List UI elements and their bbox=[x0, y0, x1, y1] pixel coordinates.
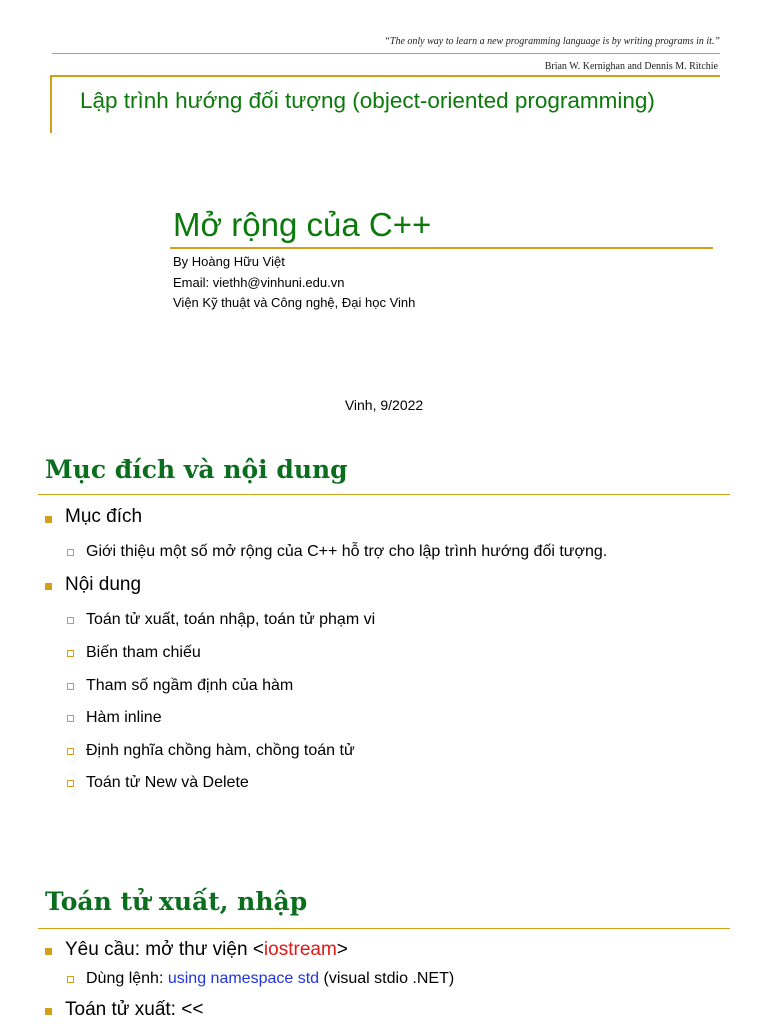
sub-bullet-square-icon bbox=[67, 683, 74, 690]
slide2-heading-underline bbox=[38, 494, 730, 495]
content-item: Tham số ngầm định của hàm bbox=[86, 677, 294, 694]
bullet-square-icon bbox=[45, 948, 52, 955]
library-name: iostream bbox=[263, 939, 337, 960]
author-line: By Hoàng Hữu Việt bbox=[173, 254, 285, 269]
slide3-heading: Toán tử xuất, nhập bbox=[45, 887, 308, 916]
sub-bullet-square-icon bbox=[67, 617, 74, 624]
sub-bullet-square-icon bbox=[67, 976, 74, 983]
content-item: Toán tử New và Delete bbox=[86, 774, 249, 791]
sub-bullet-square-icon bbox=[67, 748, 74, 755]
lecture-title-underline bbox=[170, 247, 713, 249]
slide2-heading: Mục đích và nội dung bbox=[45, 455, 348, 484]
place-date: Vinh, 9/2022 bbox=[344, 397, 424, 413]
content-item: Định nghĩa chồng hàm, chồng toán tử bbox=[86, 742, 355, 759]
content-item: Toán tử xuất, toán nhập, toán tử phạm vi bbox=[86, 611, 376, 628]
requirement-prefix: Yêu cầu: mở thư viện < bbox=[65, 939, 264, 960]
epigraph-author: Brian W. Kernighan and Dennis M. Ritchie bbox=[544, 61, 718, 72]
command-suffix: (visual stdio .NET) bbox=[319, 970, 455, 987]
purpose-label: Mục đích bbox=[65, 506, 143, 527]
bullet-square-icon bbox=[45, 583, 52, 590]
command-line bbox=[86, 969, 454, 989]
sub-bullet-square-icon bbox=[67, 715, 74, 722]
sub-bullet-square-icon bbox=[67, 650, 74, 657]
header-left-line bbox=[50, 75, 52, 133]
requirement-line bbox=[65, 939, 348, 961]
course-title: Lập trình hướng đối tượng (object-oriented programming) bbox=[80, 88, 655, 113]
io-section bbox=[0, 938, 768, 1024]
sub-bullet-square-icon bbox=[67, 780, 74, 787]
purpose-item: Giới thiệu một số mở rộng của C++ hỗ trợ cho lập trình hướng đối tượng. bbox=[86, 543, 608, 560]
content-label: Nội dung bbox=[65, 574, 142, 595]
command-prefix: Dùng lệnh: bbox=[86, 970, 168, 987]
slide3-heading-underline bbox=[38, 928, 730, 929]
content-item: Hàm inline bbox=[86, 709, 162, 726]
sub-bullet-square-icon bbox=[67, 549, 74, 556]
command-code: using namespace std bbox=[167, 970, 320, 987]
content-item: Biến tham chiếu bbox=[86, 644, 201, 661]
email-line: Email: viethh@vinhuni.edu.vn bbox=[173, 275, 345, 290]
purpose-section bbox=[0, 505, 768, 805]
header-top-line bbox=[50, 75, 720, 77]
epigraph-quote: “The only way to learn a new programming language is by writing programs in it.” bbox=[384, 36, 720, 47]
lecture-title: Mở rộng của C++ bbox=[173, 206, 432, 243]
bullet-square-icon bbox=[45, 1008, 52, 1015]
requirement-suffix: > bbox=[336, 939, 348, 960]
bullet-square-icon bbox=[45, 516, 52, 523]
quote-divider bbox=[52, 53, 720, 54]
output-operator-line: Toán tử xuất: << bbox=[65, 999, 204, 1020]
institution-line: Viện Kỹ thuật và Công nghệ, Đại học Vinh bbox=[173, 295, 416, 310]
